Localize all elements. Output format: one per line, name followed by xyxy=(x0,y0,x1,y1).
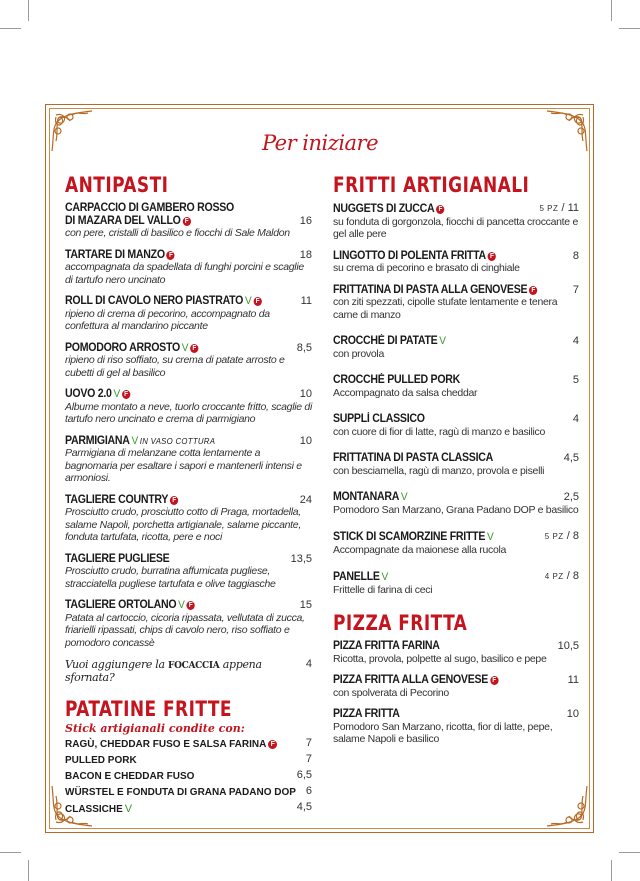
item-description: Prosciutto crudo, prosciutto cotto di Praga, mortadella, salame Napoli, porchetta artigianale, salame piccante, fonduta tartufata, ricotta, pere e noci xyxy=(65,506,301,543)
fries-price: 6,5 xyxy=(296,769,312,781)
item-description: Albume montato a neve, tuorlo croccante fritto, scaglie di tartufo nero uncinato e crema di parmigiano xyxy=(65,400,312,425)
fries-name: PULLED PORK xyxy=(65,755,137,766)
menu-item xyxy=(65,202,312,240)
crop-mark xyxy=(619,28,640,29)
item-price: 13,5 xyxy=(290,552,312,565)
crop-mark xyxy=(611,860,612,881)
fries-name: RAGÙ, CHEDDAR FUSO E SALSA FARINA xyxy=(65,739,267,750)
item-name: UOVO 2.0 xyxy=(65,388,112,400)
item-pieces: 5 PZ xyxy=(544,532,564,541)
item-description: con provola xyxy=(333,347,384,360)
item-price: 4 xyxy=(572,413,579,425)
menu-item xyxy=(333,250,579,275)
right-column xyxy=(333,172,579,755)
item-price: 15 xyxy=(299,599,312,611)
fried-icon: F xyxy=(122,390,130,399)
corner-ornament-icon xyxy=(545,784,591,830)
menu-item xyxy=(333,708,579,746)
item-name: CARPACCIO DI GAMBERO ROSSO xyxy=(65,202,234,214)
item-price: 16 xyxy=(299,214,312,227)
menu-item xyxy=(333,202,579,241)
vegetarian-icon: V xyxy=(381,571,388,583)
item-description: accompagnata da spadellata di funghi porcini e scaglie di tartufo nero uncinato xyxy=(65,261,304,286)
fried-icon: F xyxy=(182,217,190,226)
menu-item xyxy=(333,640,579,665)
item-name: PIZZA FRITTA xyxy=(333,708,400,720)
item-name: STICK DI SCAMORZINE FRITTE xyxy=(333,531,486,543)
item-description: con pere, cristalli di basilico e fiocchi di Sale Maldon xyxy=(65,227,290,239)
menu-item xyxy=(333,374,579,399)
menu-item xyxy=(333,413,579,438)
fried-icon: F xyxy=(170,496,178,505)
item-price: 4 xyxy=(572,335,579,347)
item-price: 10 xyxy=(566,708,579,720)
vegetarian-icon: V xyxy=(124,803,133,815)
vegetarian-icon: V xyxy=(131,434,138,447)
item-price: 18 xyxy=(299,248,312,261)
menu-item xyxy=(65,342,312,380)
section-title-pizza: PIZZA FRITTA xyxy=(333,611,468,635)
section-title-patatine: PATATINE FRITTE xyxy=(65,697,232,721)
menu-item xyxy=(65,553,312,591)
menu-item xyxy=(65,494,312,544)
item-description: Pomodoro San Marzano, Grana Padano DOP e basilico xyxy=(333,503,579,516)
fried-icon: F xyxy=(167,251,175,260)
item-description: con besciamella, ragù di manzo, provola e piselli xyxy=(333,464,545,477)
item-price: / 11 xyxy=(561,202,579,214)
fries-name: BACON E CHEDDAR FUSO xyxy=(65,771,195,782)
item-price: 10,5 xyxy=(557,640,579,652)
focaccia-post: appena sfornata? xyxy=(65,658,262,684)
menu-item xyxy=(333,674,579,699)
item-price: 10 xyxy=(299,388,312,400)
item-price: 11 xyxy=(567,674,579,686)
item-pieces: 4 PZ xyxy=(544,572,564,581)
item-name: TAGLIERE COUNTRY xyxy=(65,493,169,506)
item-description: Parmigiana di melanzane cotta lentamente a bagnomaria per esaltare i sapori e mantenerli intensi e armoniosi. xyxy=(65,447,302,484)
item-name: POMODORO ARROSTO xyxy=(65,341,180,354)
crop-mark xyxy=(28,860,29,881)
item-description: ripieno di riso soffiato, su crema di patate arrosto e cubetti di gel al basilico xyxy=(65,354,285,379)
page-subtitle: Per iniziare xyxy=(261,131,379,155)
item-name: CROCCHÈ DI PATATE xyxy=(333,335,438,347)
fried-icon: F xyxy=(190,344,198,353)
item-name: FRITTATINA DI PASTA CLASSICA xyxy=(333,452,493,464)
item-name: MONTANARA xyxy=(333,491,400,503)
fried-icon: F xyxy=(268,740,277,749)
item-note: IN VASO COTTURA xyxy=(139,435,216,446)
item-price: 8 xyxy=(572,249,579,262)
item-name: TAGLIERE ORTOLANO xyxy=(65,599,177,611)
item-price: 8,5 xyxy=(296,341,312,354)
menu-item xyxy=(65,599,312,649)
fries-row xyxy=(65,737,312,753)
item-name: PARMIGIANA xyxy=(65,434,130,447)
fries-row xyxy=(65,753,312,769)
item-description: su fonduta di gorgonzola, fiocchi di pancetta croccante e gel alle pere xyxy=(333,215,578,240)
item-name: PIZZA FRITTA FARINA xyxy=(333,640,440,652)
item-price: 11 xyxy=(300,295,312,307)
item-description: su crema di pecorino e brasato di cinghiale xyxy=(333,262,520,274)
menu-item xyxy=(65,388,312,426)
fries-name: CLASSICHE xyxy=(65,804,123,815)
item-pieces: 5 PZ xyxy=(539,204,559,213)
item-name: ROLL DI CAVOLO NERO PIASTRATO xyxy=(65,295,244,307)
item-price: 10 xyxy=(299,434,312,447)
item-description: con cuore di fior di latte, ragù di manzo e basilico xyxy=(333,425,546,438)
fried-icon: F xyxy=(488,252,496,261)
patatine-subtitle: Stick artigianali condite con: xyxy=(65,722,245,735)
item-price: 5 xyxy=(572,374,579,386)
item-price: 24 xyxy=(299,493,312,506)
crop-mark xyxy=(619,852,640,853)
crop-mark xyxy=(0,28,21,29)
menu-item xyxy=(65,295,312,333)
item-description: con spolverata di Pecorino xyxy=(333,686,449,699)
menu-item xyxy=(333,335,579,360)
item-name: LINGOTTO DI POLENTA FRITTA xyxy=(333,249,486,262)
fries-row xyxy=(65,801,312,818)
fried-icon: F xyxy=(436,205,444,214)
item-description: Accompagnato da salsa cheddar xyxy=(333,386,478,399)
item-price: / 8 xyxy=(566,530,579,542)
fried-icon: F xyxy=(490,676,498,685)
item-description: Pomodoro San Marzano, ricotta, fior di latte, pepe, salame Napoli e basilico xyxy=(333,720,553,745)
crop-mark xyxy=(611,0,612,21)
fries-row xyxy=(65,785,312,801)
vegetarian-icon: V xyxy=(486,531,494,543)
menu-item xyxy=(65,249,312,287)
item-name: SUPPLÌ CLASSICO xyxy=(333,413,425,425)
menu-item xyxy=(333,452,579,477)
fried-icon: F xyxy=(186,601,194,610)
fries-name: WÜRSTEL E FONDUTA DI GRANA PADANO DOP xyxy=(65,787,296,798)
fries-row xyxy=(65,769,312,785)
crop-mark xyxy=(0,852,21,853)
fries-price: 7 xyxy=(305,737,312,749)
item-description: Ricotta, provola, polpette al sugo, basilico e pepe xyxy=(333,652,547,665)
item-name: PIZZA FRITTA ALLA GENOVESE xyxy=(333,674,489,686)
item-description: Patata al cartoccio, cicoria ripassata, vellutata di zucca, friarielli ripassati, chips di cavolo nero, riso soffiato e pomodoro concassè xyxy=(65,611,305,649)
fries-price: 7 xyxy=(305,753,312,765)
vegetarian-icon: V xyxy=(178,599,185,611)
left-column xyxy=(65,172,312,818)
fried-icon: F xyxy=(529,286,537,295)
item-description: ripieno di crema di pecorino, accompagnato da confettura al mandarino piccante xyxy=(65,307,270,332)
item-description: Prosciutto crudo, burratina affumicata pugliese, stracciatella pugliese tartufata e olive taggiasche xyxy=(65,565,276,590)
item-name: TAGLIERE PUGLIESE xyxy=(65,552,170,565)
focaccia-addon xyxy=(65,658,312,684)
crop-mark xyxy=(28,0,29,21)
vegetarian-icon: V xyxy=(113,388,120,400)
focaccia-price: 4 xyxy=(305,658,312,670)
vegetarian-icon: V xyxy=(244,295,252,307)
item-price: 2,5 xyxy=(563,491,579,503)
focaccia-label: FOCACCIA xyxy=(168,661,220,671)
fries-price: 6 xyxy=(305,785,312,797)
item-name: NUGGETS DI ZUCCA xyxy=(333,203,435,215)
vegetarian-icon: V xyxy=(439,335,446,347)
item-description: Accompagnate da maionese alla rucola xyxy=(333,543,507,556)
vegetarian-icon: V xyxy=(400,491,408,503)
item-price: 7 xyxy=(572,283,579,296)
menu-item xyxy=(333,570,579,596)
item-name: TARTARE DI MANZO xyxy=(65,248,165,261)
menu-item xyxy=(333,284,579,322)
item-description: con ziti spezzati, cipolle stufate lentamente e tenera carne di manzo xyxy=(333,296,558,321)
focaccia-pre: Vuoi aggiungere la xyxy=(65,658,165,671)
fried-icon: F xyxy=(253,297,261,306)
fries-price: 4,5 xyxy=(296,801,312,813)
menu-item xyxy=(333,530,579,556)
menu-item xyxy=(65,435,312,485)
item-price: 4,5 xyxy=(563,452,579,464)
item-price: / 8 xyxy=(566,570,579,582)
item-name: PANELLE xyxy=(333,571,380,583)
section-title-fritti: FRITTI ARTIGIANALI xyxy=(333,173,530,197)
section-title-antipasti: ANTIPASTI xyxy=(65,173,169,197)
vegetarian-icon: V xyxy=(181,341,189,354)
item-name: FRITTATINA DI PASTA ALLA GENOVESE xyxy=(333,283,528,296)
menu-item xyxy=(333,491,579,516)
item-name-line2: DI MAZARA DEL VALLO xyxy=(65,214,181,227)
item-name: CROCCHÈ PULLED PORK xyxy=(333,374,461,386)
item-description: Frittelle di farina di ceci xyxy=(333,583,433,596)
